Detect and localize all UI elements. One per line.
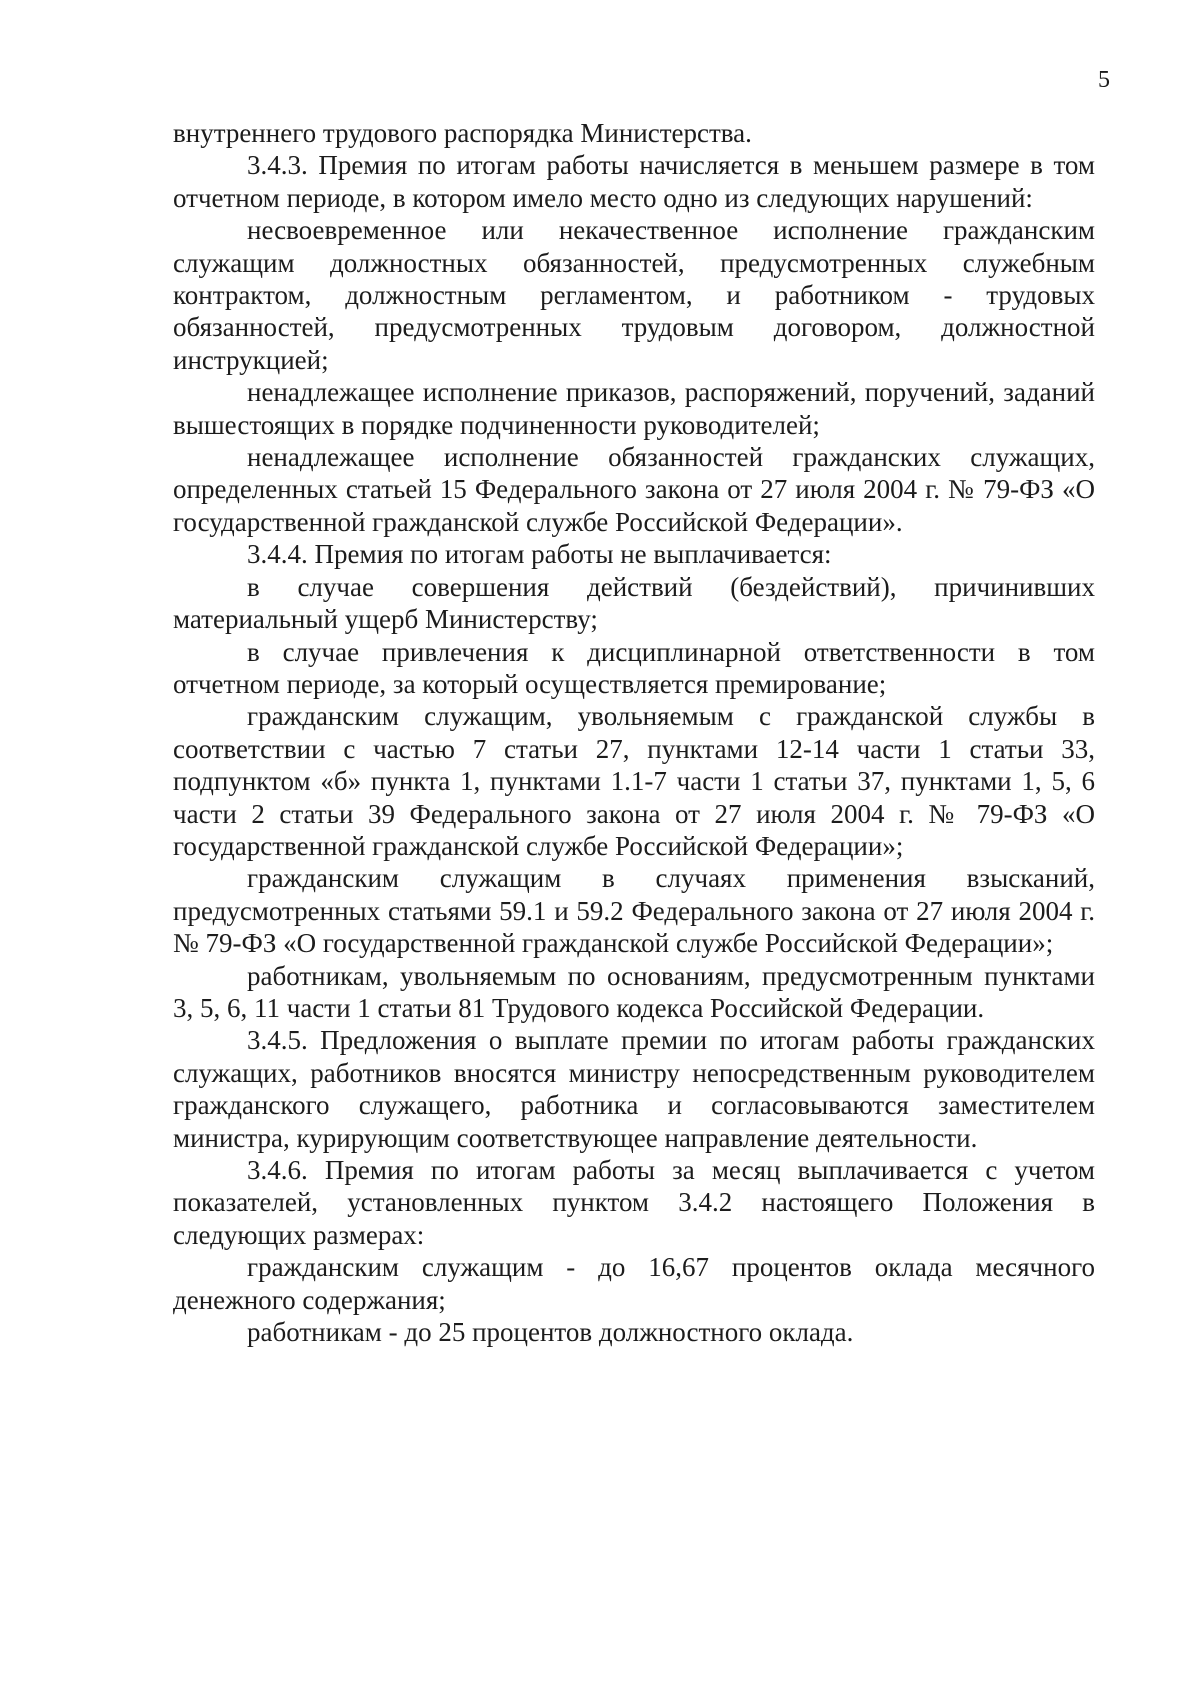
clause-3-4-6-heading: 3.4.6. Премия по итогам работы за месяц выплачивается с учетом показателей, установленных пунктом 3.4.2 настоящего Положения в следующих размерах: <box>173 1155 1095 1250</box>
clause-3-4-3-heading: 3.4.3. Премия по итогам работы начисляется в меньшем размере в том отчетном периоде, в котором имело место одно из следующих нарушений: <box>173 150 1095 213</box>
paragraph: внутреннего трудового распорядка Министерства. <box>173 118 752 148</box>
paragraph: ненадлежащее исполнение обязанностей гражданских служащих, определенных статьей 15 Федерального закона от 27 июля 2004 г. № 79-ФЗ «О государственной гражданской службе Российской Федерации». <box>173 442 1095 537</box>
paragraph: гражданским служащим в случаях применения взысканий, предусмотренных статьями 59.1 и 59.2 Федерального закона от 27 июля 2004 г. № 79-ФЗ «О государственной гражданской службе Российской Федерации»; <box>173 863 1095 959</box>
paragraph: в случае привлечения к дисциплинарной ответственности в том отчетном периоде, за который осуществляется премирование; <box>173 636 1095 699</box>
clause-3-4-5: 3.4.5. Предложения о выплате премии по итогам работы гражданских служащих, работников вносятся министру непосредственным руководителем гражданского служащего, работника и согласовываются заместителем министра, курирующим соответствующее направление деятельности. <box>173 1025 1095 1153</box>
paragraph: гражданским служащим - до 16,67 процентов оклада месячного денежного содержания; <box>173 1252 1095 1315</box>
paragraph: ненадлежащее исполнение приказов, распоряжений, поручений, заданий вышестоящих в порядке подчиненности руководителей; <box>173 377 1095 440</box>
clause-3-4-4-heading: 3.4.4. Премия по итогам работы не выплачивается: <box>247 539 832 570</box>
paragraph: в случае совершения действий (бездействий), причинивших материальный ущерб Министерству; <box>173 571 1095 635</box>
paragraph: работникам, увольняемым по основаниям, предусмотренным пунктами 3, 5, 6, 11 части 1 статьи 81 Трудового кодекса Российской Федерации. <box>173 960 1095 1023</box>
paragraph: гражданским служащим, увольняемым с гражданской службы в соответствии с частью 7 статьи 27, пунктами 12-14 части 1 статьи 33, подпунктом «б» пункта 1, пунктами 1.1-7 части 1 статьи 37, пунктами 1, 5, 6 части 2 статьи 39 Федерального закона от 27 июля 2004 г. № 79-ФЗ «О государственной гражданской службе Российской Федерации»; <box>173 701 1095 861</box>
paragraph: несвоевременное или некачественное исполнение гражданским служащим должностных обязанностей, предусмотренных служебным контрактом, должностным регламентом, и работником - трудовых обязанностей, предусмотренных трудовым договором, должностной инструкцией; <box>173 215 1095 375</box>
page-number: 5 <box>1098 67 1110 93</box>
document-body <box>173 117 1095 1348</box>
paragraph: работникам - до 25 процентов должностного оклада. <box>247 1317 854 1348</box>
